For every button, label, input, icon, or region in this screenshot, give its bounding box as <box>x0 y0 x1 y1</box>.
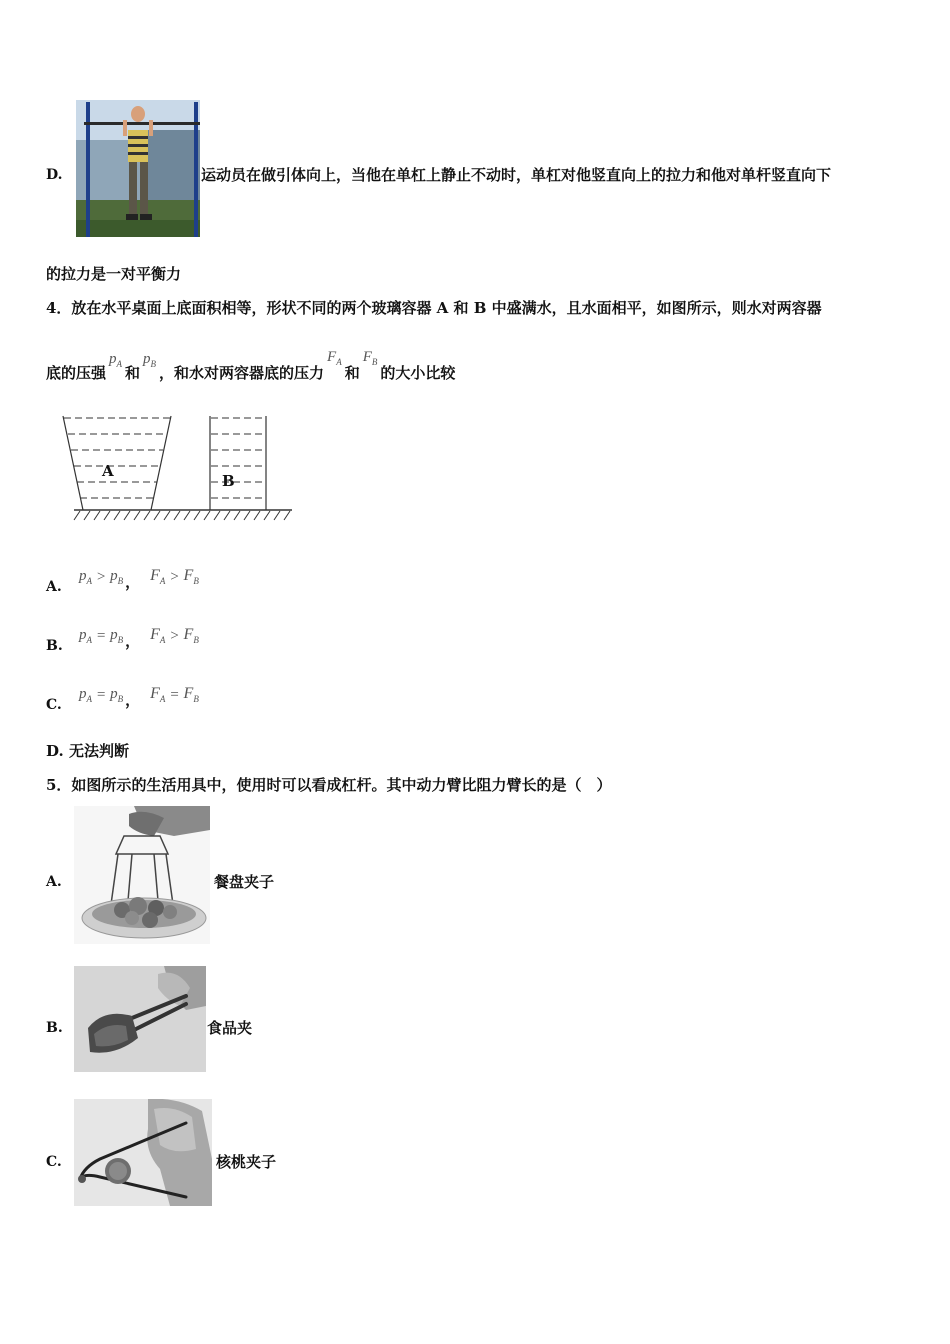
separator: ， <box>125 632 141 650</box>
expr-pB: $p_B$ <box>110 627 124 645</box>
q4-option-d <box>46 741 129 761</box>
q4-text-compare: 的大小比较 <box>380 364 456 382</box>
option-label-b: B. <box>46 1020 63 1036</box>
option-label-d: D. <box>46 167 63 183</box>
nutcracker-photo <box>74 1099 212 1206</box>
op-F: = <box>169 687 180 703</box>
expr-pB: $p_B$ <box>110 686 124 704</box>
q4-text-pressure: 底的压强 <box>46 364 107 382</box>
op-p: = <box>96 628 107 644</box>
q4-stem-line1: 4．放在水平桌面上底面积相等，形状不同的两个玻璃容器 A 和 B 中盛满水，且水面相平，如图所示，则水对两容器 <box>46 299 822 317</box>
q4-option-c-expr <box>79 684 199 709</box>
q5-option-a-text: 餐盘夹子 <box>214 873 275 891</box>
option-label-d: D. <box>46 742 64 760</box>
expr-FB: $F_B$ <box>183 625 199 645</box>
q5-option-c-text: 核桃夹子 <box>216 1153 277 1171</box>
expr-pA: $p_A$ <box>79 627 92 645</box>
q4-stem-line2 <box>46 349 456 383</box>
q5-option-b-text: 食品夹 <box>207 1019 253 1037</box>
q3-option-d-text-line2: 的拉力是一对平衡力 <box>46 265 182 283</box>
symbol-pA: $p_A$ <box>109 351 123 369</box>
container-a-label: A <box>102 462 114 480</box>
option-label-c: C. <box>46 697 62 713</box>
expr-FA: $F_A$ <box>150 566 166 586</box>
expr-FB: $F_B$ <box>183 684 199 704</box>
q4-option-b-expr <box>79 625 199 650</box>
expr-pA: $p_A$ <box>79 686 92 704</box>
container-b-label: B <box>222 472 235 490</box>
option-label-c: C. <box>46 1154 62 1170</box>
op-F: > <box>169 628 180 644</box>
plate-clamp-photo <box>74 806 210 944</box>
expr-pA: $p_A$ <box>79 568 92 586</box>
separator: ， <box>125 691 141 709</box>
q4-text-force: ，和水对两容器底的压力 <box>159 364 325 382</box>
food-tongs-photo <box>74 966 206 1072</box>
q4-option-a-expr <box>79 566 199 591</box>
pull-up-photo <box>76 100 200 237</box>
op-p: = <box>96 687 107 703</box>
q3-option-d-text-line1: 运动员在做引体向上，当他在单杠上静止不动时，单杠对他竖直向上的拉力和他对单杆竖直向下 <box>201 166 832 184</box>
op-F: > <box>169 569 180 585</box>
symbol-pB: $p_B$ <box>143 351 157 369</box>
expr-FB: $F_B$ <box>183 566 199 586</box>
q4-and-2: 和 <box>344 364 360 382</box>
q5-stem: 5．如图所示的生活用具中，使用时可以看成杠杆。其中动力臂比阻力臂长的是（ ） <box>46 776 612 794</box>
expr-pB: $p_B$ <box>110 568 124 586</box>
q4-option-d-text: 无法判断 <box>68 742 129 760</box>
expr-FA: $F_A$ <box>150 625 166 645</box>
symbol-FA: $F_A$ <box>327 349 342 367</box>
q4-and-1: 和 <box>125 364 141 382</box>
separator: ， <box>125 573 141 591</box>
containers-figure <box>60 410 300 525</box>
expr-FA: $F_A$ <box>150 684 166 704</box>
op-p: > <box>96 569 107 585</box>
option-label-a: A. <box>46 579 62 595</box>
symbol-FB: $F_B$ <box>362 349 378 367</box>
option-label-b: B. <box>46 638 63 654</box>
option-label-a: A. <box>46 874 62 890</box>
